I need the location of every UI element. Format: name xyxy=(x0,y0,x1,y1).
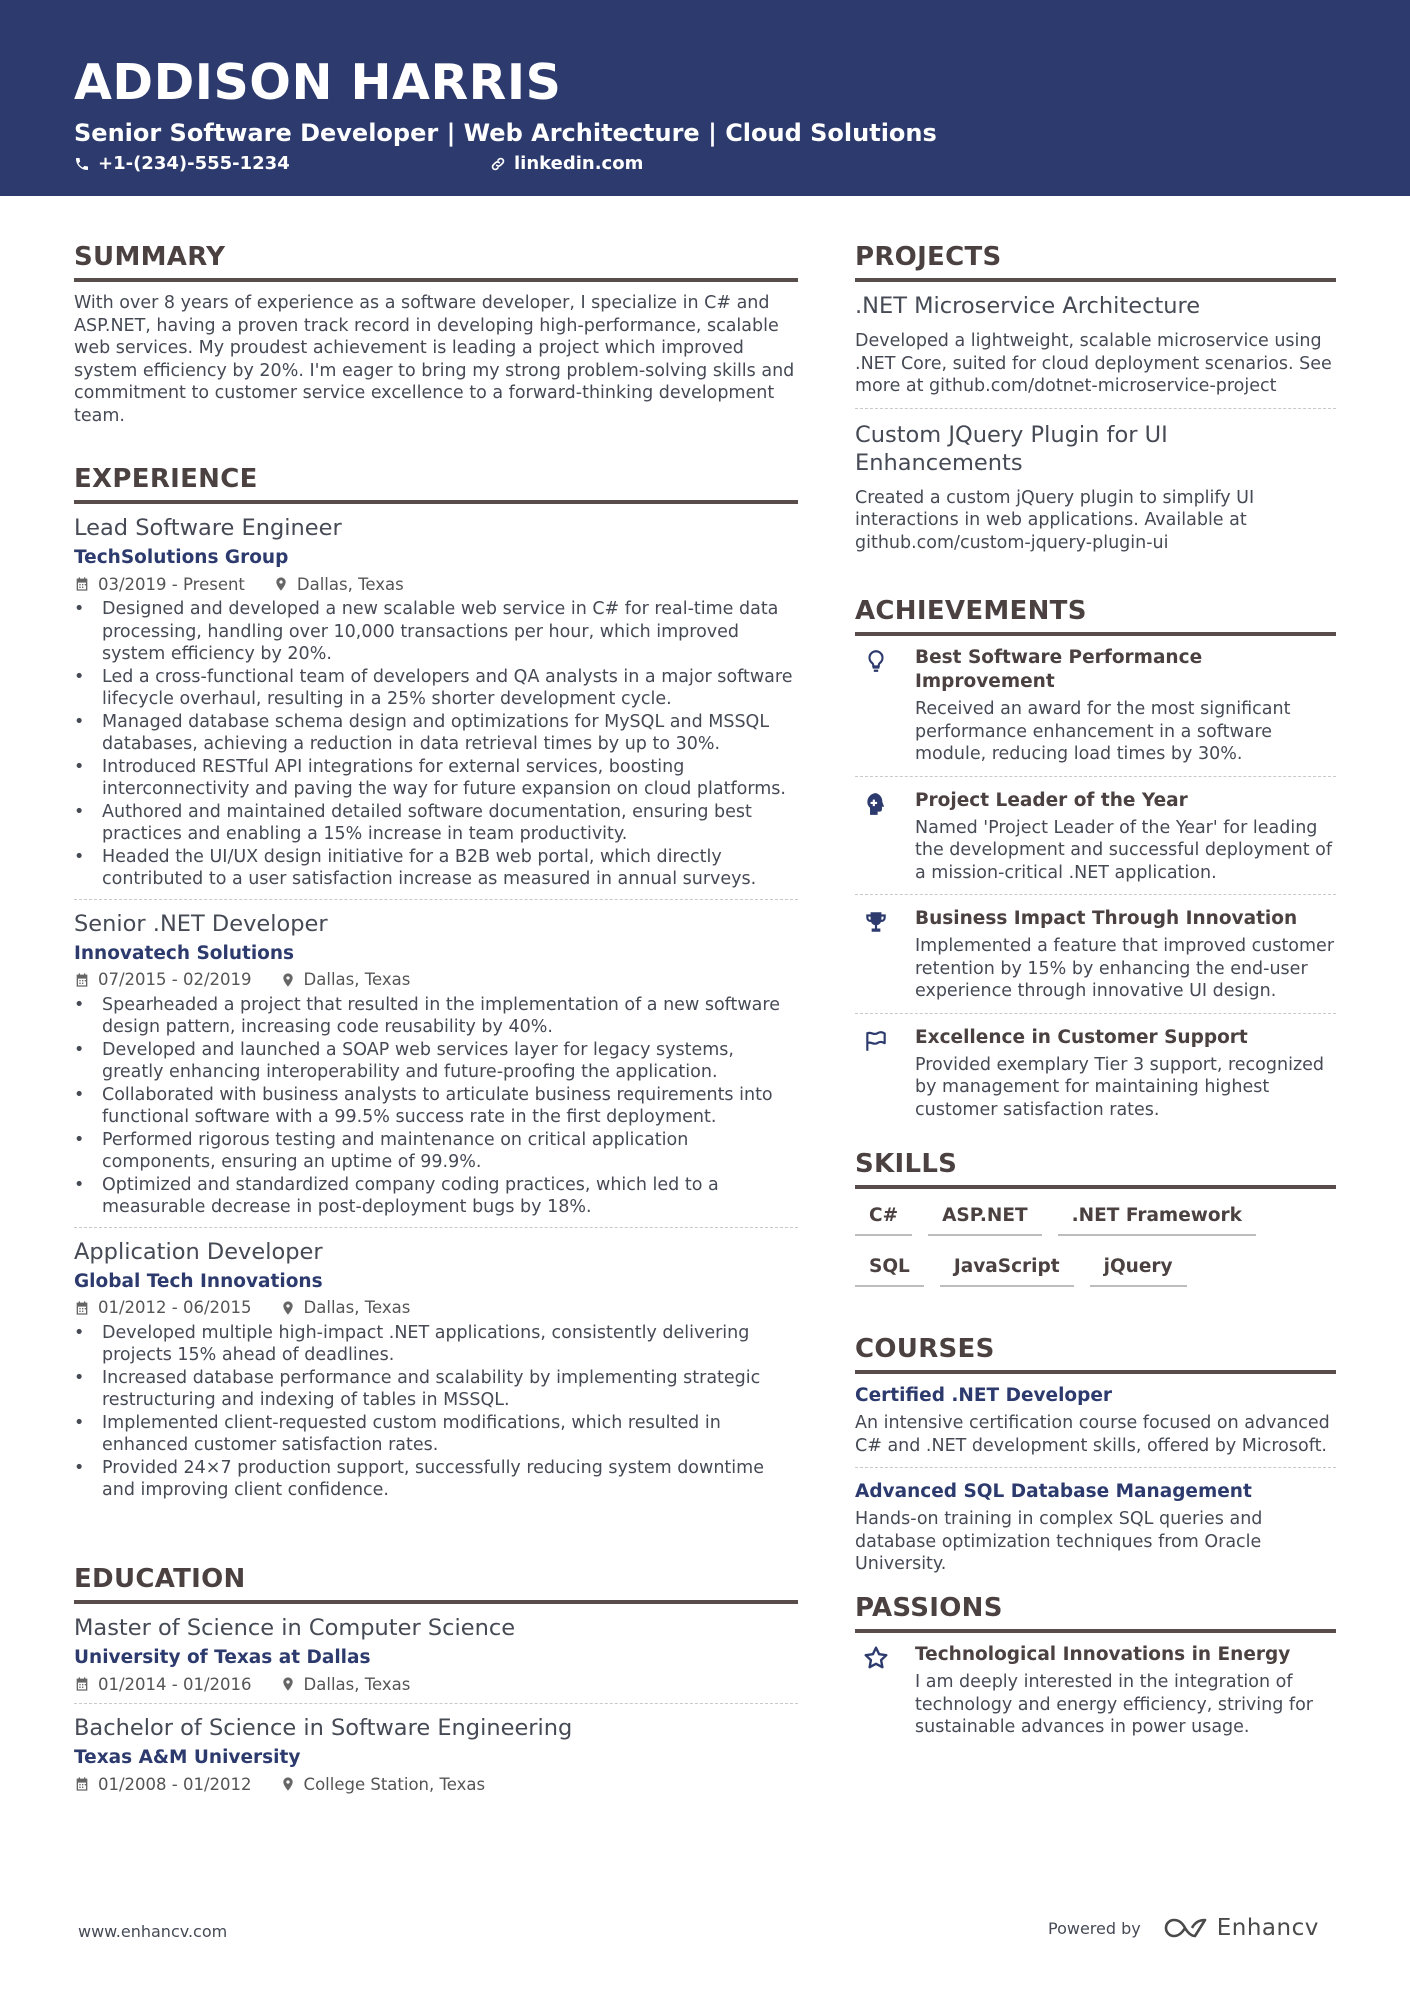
job-title: Lead Software Engineer xyxy=(74,515,342,541)
project-title: .NET Microservice Architecture xyxy=(855,293,1201,319)
project-entry xyxy=(855,421,1336,565)
project-title: Custom JQuery Plugin for UI Enhancements xyxy=(855,421,1168,476)
job-bullets xyxy=(74,598,798,891)
bullet-item: • Developed multiple high-impact .NET applications, consistently delivering projects 15% ahead of deadlines. xyxy=(74,1322,798,1367)
achievement-description: Named 'Project Leader of the Year' for leading the development and successful deployment of a mission-critical .NET application. xyxy=(915,817,1333,883)
education-location: Dallas, Texas xyxy=(303,1674,411,1694)
education-heading: EDUCATION xyxy=(74,1566,798,1604)
bullet-item: • Provided 24×7 production support, successfully reducing system downtime and improving client confidence. xyxy=(74,1457,798,1502)
location-pin-icon xyxy=(280,1776,296,1792)
education-dates: 01/2014 - 01/2016 xyxy=(98,1674,252,1694)
degree-title: Bachelor of Science in Software Engineering xyxy=(74,1715,573,1742)
achievement-description: Provided exemplary Tier 3 support, recognized by management for maintaining highest customer satisfaction rates. xyxy=(915,1054,1325,1120)
brand-logo[interactable] xyxy=(1163,1915,1319,1941)
course-entry xyxy=(855,1480,1336,1586)
job-meta xyxy=(74,573,798,595)
company-name: Innovatech Solutions xyxy=(74,942,295,964)
star-icon xyxy=(863,1645,889,1671)
location-pin-icon xyxy=(280,972,296,988)
project-description: Developed a lightweight, scalable microservice using .NET Core, suited for cloud deployment scenarios. See more at github.com/dotnet-microservice-project xyxy=(855,331,1332,396)
candidate-name: ADDISON HARRIS xyxy=(74,54,562,111)
calendar-icon xyxy=(74,1776,90,1792)
candidate-title: Senior Software Developer | Web Architecture | Cloud Solutions xyxy=(74,119,937,147)
resume-header xyxy=(0,0,1410,196)
calendar-icon xyxy=(74,576,90,592)
job-entry xyxy=(74,910,798,1228)
company-name: Global Tech Innovations xyxy=(74,1271,323,1293)
phone-number[interactable]: +1-(234)-555-1234 xyxy=(98,153,290,174)
skill-tag: .NET Framework xyxy=(1058,1199,1256,1236)
achievement-description: Received an award for the most significant performance enhancement in a software module, reducing load times by 30%. xyxy=(915,699,1291,765)
location-pin-icon xyxy=(280,1300,296,1316)
projects-heading: PROJECTS xyxy=(855,244,1336,282)
job-title: Application Developer xyxy=(74,1238,323,1265)
bullet-item: • Implemented client-requested custom modifications, which resulted in enhanced customer satisfaction rates. xyxy=(74,1412,798,1457)
trophy-icon xyxy=(863,909,889,935)
link-icon xyxy=(490,156,506,172)
bullet-item: • Led a cross-functional team of developers and QA analysts in a major software lifecycle overhaul, resulting in a 25% shorter development cycle. xyxy=(74,666,798,711)
bullet-item: • Managed database schema design and optimizations for MySQL and MSSQL databases, achieving a reduction in data retrieval times by up to 30%. xyxy=(74,711,798,756)
linkedin-contact xyxy=(490,153,643,174)
location-pin-icon xyxy=(273,576,289,592)
school-name: Texas A&M University xyxy=(74,1747,301,1769)
education-entry xyxy=(74,1714,798,1803)
job-bullets xyxy=(74,1322,798,1502)
education-meta xyxy=(74,1773,798,1795)
calendar-icon xyxy=(74,972,90,988)
achievement-title: Project Leader of the Year xyxy=(915,789,1188,811)
bullet-item: • Collaborated with business analysts to articulate business requirements into functional software with a 99.5% success rate in the first deployment. xyxy=(74,1084,798,1129)
project-entry xyxy=(855,292,1336,409)
skills-list xyxy=(855,1199,1336,1287)
job-meta xyxy=(74,969,798,991)
skills-heading: SKILLS xyxy=(855,1151,1336,1189)
passion-title: Technological Innovations in Energy xyxy=(915,1644,1291,1665)
summary-text: With over 8 years of experience as a software developer, I specialize in C# and ASP.NET, having a proven track record in developing high-performance, scalable web services. My proudest achievement is leading a project which improved system efficiency by 20%. I'm eager to bring my strong problem-solving skills and commitment to customer service excellence to a forward-thinking development team. xyxy=(74,293,795,426)
job-location: Dallas, Texas xyxy=(296,574,404,594)
head-brain-icon xyxy=(863,791,889,817)
job-entry xyxy=(74,514,798,900)
courses-heading: COURSES xyxy=(855,1336,1336,1374)
phone-contact xyxy=(74,153,290,174)
location-pin-icon xyxy=(280,1676,296,1692)
job-location: Dallas, Texas xyxy=(303,1298,411,1318)
bullet-item: • Headed the UI/UX design initiative for a B2B web portal, which directly contributed to a user satisfaction increase as measured in annual surveys. xyxy=(74,846,798,891)
passions-section xyxy=(855,1595,1336,1761)
summary-section xyxy=(74,244,798,427)
course-title: Certified .NET Developer xyxy=(855,1385,1113,1406)
flag-icon xyxy=(863,1028,889,1054)
achievements-heading: ACHIEVEMENTS xyxy=(855,598,1336,636)
bullet-item: • Spearheaded a project that resulted in the implementation of a new software design pattern, increasing code reusability by 40%. xyxy=(74,994,798,1039)
calendar-icon xyxy=(74,1300,90,1316)
bullet-item: • Developed and launched a SOAP web services layer for legacy systems, greatly enhancing interoperability and future-proofing the application. xyxy=(74,1039,798,1084)
course-description: An intensive certification course focused on advanced C# and .NET development skills, offered by Microsoft. xyxy=(855,1413,1330,1456)
powered-by-label: Powered by xyxy=(1048,1918,1141,1938)
achievement-title: Excellence in Customer Support xyxy=(915,1026,1248,1048)
course-entry xyxy=(855,1384,1336,1468)
brand-name: Enhancv xyxy=(1216,1915,1319,1941)
bullet-item: • Introduced RESTful API integrations for external services, boosting interconnectivity and paving the way for future expansion on cloud platforms. xyxy=(74,756,798,801)
calendar-icon xyxy=(74,1676,90,1692)
achievement-entry xyxy=(855,907,1336,1014)
achievement-entry xyxy=(855,646,1336,777)
achievement-entry xyxy=(855,1026,1336,1132)
education-meta xyxy=(74,1673,798,1695)
company-name: TechSolutions Group xyxy=(74,547,289,569)
job-meta xyxy=(74,1297,798,1319)
job-dates: 01/2012 - 06/2015 xyxy=(98,1298,252,1318)
skill-tag: C# xyxy=(855,1199,912,1236)
achievement-title: Best Software Performance Improvement xyxy=(915,647,1203,693)
passion-description: I am deeply interested in the integration of technology and energy efficiency, striving for sustainable advances in power usage. xyxy=(915,1672,1313,1738)
courses-section xyxy=(855,1336,1336,1598)
education-dates: 01/2008 - 01/2012 xyxy=(98,1774,252,1794)
degree-title: Master of Science in Computer Science xyxy=(74,1615,516,1641)
passions-heading: PASSIONS xyxy=(855,1595,1336,1633)
bullet-item: • Optimized and standardized company coding practices, which led to a measurable decrease in post-deployment bugs by 18%. xyxy=(74,1174,798,1219)
project-description: Created a custom jQuery plugin to simplify UI interactions in web applications. Available at github.com/custom-jquery-plugin-ui xyxy=(855,487,1255,553)
job-entry xyxy=(74,1238,798,1510)
projects-section xyxy=(855,244,1336,576)
course-description: Hands-on training in complex SQL queries and database optimization techniques from Oracle University. xyxy=(855,1509,1263,1575)
passion-entry xyxy=(855,1643,1336,1749)
linkedin-link[interactable]: linkedin.com xyxy=(514,153,644,174)
education-entry xyxy=(74,1614,798,1704)
experience-heading: EXPERIENCE xyxy=(74,466,798,504)
skill-tag: jQuery xyxy=(1090,1250,1187,1287)
skill-tag: SQL xyxy=(855,1250,924,1287)
job-dates: 03/2019 - Present xyxy=(98,574,245,594)
job-title: Senior .NET Developer xyxy=(74,910,328,937)
course-title: Advanced SQL Database Management xyxy=(855,1481,1252,1503)
education-section xyxy=(74,1566,798,1813)
skills-section xyxy=(855,1151,1336,1287)
footer-branding xyxy=(1048,1915,1319,1941)
job-location: Dallas, Texas xyxy=(303,970,411,990)
achievement-entry xyxy=(855,789,1336,896)
lightbulb-icon xyxy=(863,648,889,674)
achievement-description: Implemented a feature that improved customer retention by 15% by enhancing the end-user experience through innovative UI design. xyxy=(915,936,1335,1002)
achievement-title: Business Impact Through Innovation xyxy=(915,908,1298,930)
summary-heading: SUMMARY xyxy=(74,244,798,282)
bullet-item: • Designed and developed a new scalable web service in C# for real-time data processing, handling over 10,000 transactions per hour, which improved system efficiency by 20%. xyxy=(74,598,798,666)
footer-website[interactable]: www.enhancv.com xyxy=(78,1922,228,1941)
skill-tag: JavaScript xyxy=(940,1250,1074,1287)
achievements-section xyxy=(855,598,1336,1143)
education-location: College Station, Texas xyxy=(303,1774,486,1794)
experience-section xyxy=(74,466,798,1520)
job-bullets xyxy=(74,994,798,1219)
phone-icon xyxy=(74,156,90,172)
bullet-item: • Authored and maintained detailed software documentation, ensuring best practices and enabling a 15% increase in team productivity. xyxy=(74,801,798,846)
bullet-item: • Performed rigorous testing and maintenance on critical application components, ensuring an uptime of 99.9%. xyxy=(74,1129,798,1174)
skill-tag: ASP.NET xyxy=(928,1199,1042,1236)
enhancv-logo-icon xyxy=(1163,1916,1209,1940)
bullet-item: • Increased database performance and scalability by implementing strategic restructuring and indexing of tables in MSSQL. xyxy=(74,1367,798,1412)
school-name: University of Texas at Dallas xyxy=(74,1647,371,1669)
job-dates: 07/2015 - 02/2019 xyxy=(98,970,252,990)
